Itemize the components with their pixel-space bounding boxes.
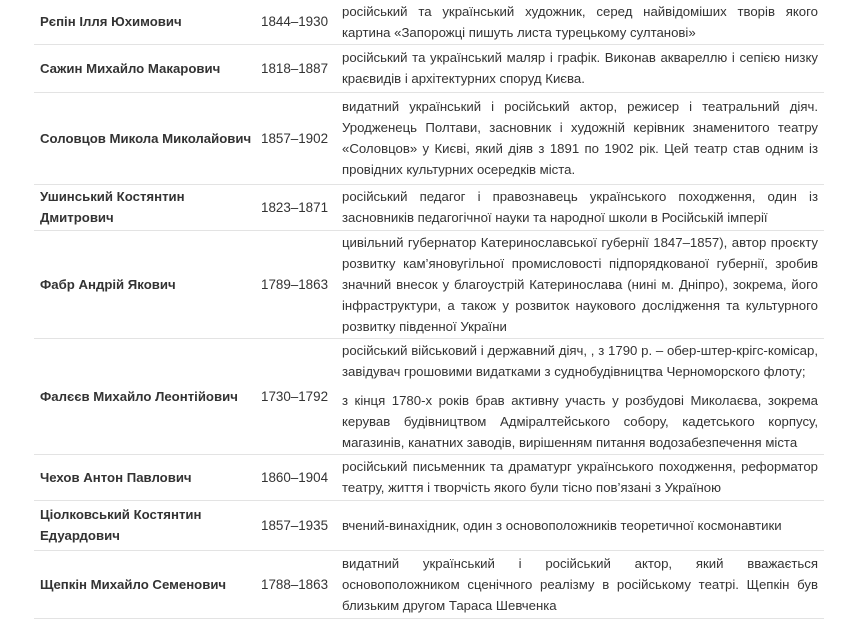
person-description bbox=[338, 0, 824, 44]
description-text: російський та український маляр і графік. Виконав аквареллю і сепією низку краєвидів і архітектурних споруд Києва. bbox=[342, 50, 818, 86]
life-years: 1818–1887 bbox=[258, 44, 338, 92]
person-description bbox=[338, 92, 824, 184]
person-name: Фабр Андрій Якович bbox=[34, 230, 258, 338]
life-years: 1857–1935 bbox=[258, 500, 338, 550]
description-text: російський письменник та драматург українського походження, реформатор театру, життя і творчість якого були тісно пов’язані з Україною bbox=[342, 459, 818, 495]
person-description bbox=[338, 550, 824, 618]
description-text: російський військовий і державний діяч, , з 1790 р. – обер-штер-крігс-комісар, завідувач грошовими видатками з суднобудівництва Черноморского флоту; bbox=[342, 342, 818, 379]
person-name: Соловцов Микола Миколайович bbox=[34, 92, 258, 184]
table-row bbox=[34, 338, 824, 454]
table-row bbox=[34, 454, 824, 500]
description-text: цивільний губернатор Катеринославської губернії 1847–1857), автор проєкту розвитку кам’яновугільної промисловості підпорядкованої губернії, зробив значний внесок у благоустрій Катеринослава (нині м. Дніпро), зокрема, його інфраструктури, а також у розвиток наукового дослідження та культурного розвитку південної України bbox=[342, 234, 818, 334]
table-row bbox=[34, 0, 824, 44]
life-years: 1823–1871 bbox=[258, 184, 338, 230]
table-row bbox=[34, 230, 824, 338]
people-table bbox=[34, 0, 824, 619]
table-row bbox=[34, 184, 824, 230]
life-years: 1844–1930 bbox=[258, 0, 338, 44]
person-description bbox=[338, 338, 824, 454]
description-text: вчений-винахідник, один з основоположників теоретичної космонавтики bbox=[342, 517, 782, 533]
person-description bbox=[338, 500, 824, 550]
person-name: Сажин Михайло Макарович bbox=[34, 44, 258, 92]
people-table-body bbox=[34, 0, 824, 618]
life-years: 1860–1904 bbox=[258, 454, 338, 500]
person-name: Рєпін Ілля Юхимович bbox=[34, 0, 258, 44]
description-text: видатний український і російський актор, режисер і театральний діяч. Уродженець Полтави, засновник і художній керівник знаменитого театру «Соловцов» у Києві, який діяв з 1891 по 1902 рік. Цей театр став одним із провідних культурних осередків міста. bbox=[342, 99, 818, 177]
person-description bbox=[338, 454, 824, 500]
person-description bbox=[338, 184, 824, 230]
table-row bbox=[34, 500, 824, 550]
description-text: російський педагог і правознавець українського походження, один із засновників педагогічної науки та народної школи в Російській імперії bbox=[342, 189, 818, 225]
person-name: Фалєєв Михайло Леонтійович bbox=[34, 338, 258, 454]
person-name: Чехов Антон Павлович bbox=[34, 454, 258, 500]
person-name: Щепкін Михайло Семенович bbox=[34, 550, 258, 618]
life-years: 1789–1863 bbox=[258, 230, 338, 338]
person-name: Ушинський Костянтин Дмитрович bbox=[34, 184, 258, 230]
life-years: 1788–1863 bbox=[258, 550, 338, 618]
life-years: 1730–1792 bbox=[258, 338, 338, 454]
person-name: Ціолковський Костянтин Едуардович bbox=[34, 500, 258, 550]
description-text: видатний український і російський актор, який вважається основоположником сценічного реалізму в російському театрі. Щепкін був близьким другом Тараса Шевченка bbox=[342, 555, 818, 613]
table-row bbox=[34, 550, 824, 618]
table-row bbox=[34, 92, 824, 184]
life-years: 1857–1902 bbox=[258, 92, 338, 184]
table-row bbox=[34, 44, 824, 92]
person-description bbox=[338, 230, 824, 338]
description-text: російський та український художник, серед найвідоміших творів якого картина «Запорожці пишуть листа турецькому султанові» bbox=[342, 3, 818, 40]
person-description bbox=[338, 44, 824, 92]
description-text: з кінця 1780-х років брав активну участь у розбудові Миколаєва, зокрема керував будівництвом Адміралтейського собору, кадетського корпусу, магазинів, канатних заводів, вирішенням питання водозабезпечення міста bbox=[342, 392, 818, 450]
